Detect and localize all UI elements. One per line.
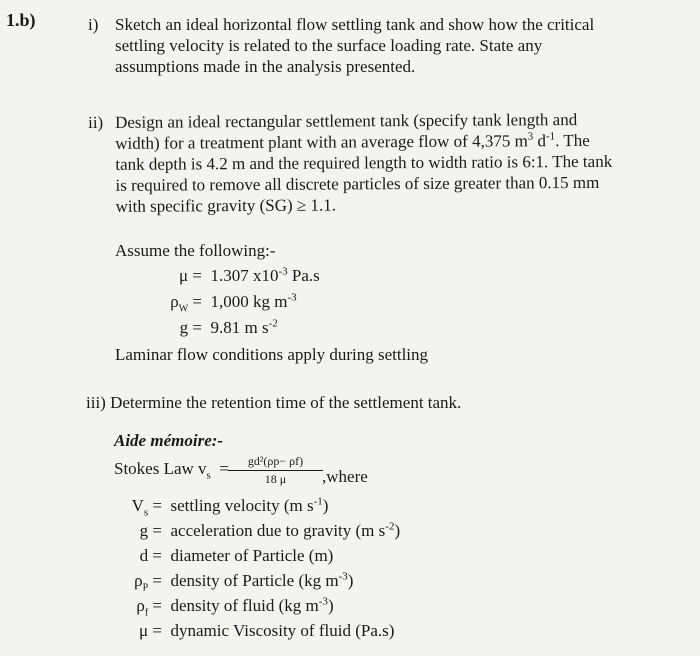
mu-exp: -3 xyxy=(278,265,288,278)
def-eq: = xyxy=(148,596,162,615)
def-symbol: μ xyxy=(139,621,149,640)
def-eq: = xyxy=(148,621,162,640)
rho-eq: = xyxy=(188,292,202,311)
assume-heading: Assume the following:- xyxy=(115,241,276,260)
part-ii-line-1: Design an ideal rectangular settlement tank (specify tank length and xyxy=(115,110,578,132)
def-exp: -1 xyxy=(313,495,323,508)
flow-text: width) for a treatment plant with an average flow of 4,375 m xyxy=(115,131,528,153)
part-iii-paragraph xyxy=(86,392,461,413)
def-eq: = xyxy=(148,496,162,515)
def-text: diameter of Particle (m) xyxy=(170,546,334,565)
def-symbol: ρ xyxy=(136,596,145,615)
g-symbol: g = xyxy=(179,318,202,337)
def-eq: = xyxy=(148,546,162,565)
mu-symbol: μ = xyxy=(179,266,202,285)
def-sub: s xyxy=(143,506,149,519)
part-ii-label: ii) xyxy=(88,112,104,132)
definition-row xyxy=(110,546,333,566)
def-close: ) xyxy=(327,596,334,615)
def-symbol: d xyxy=(139,546,149,565)
definition-row xyxy=(110,521,400,541)
part-ii-line-4: is required to remove all discrete particles of size greater than 0.15 mm xyxy=(115,172,600,195)
assume-mu xyxy=(166,266,320,286)
part-ii-paragraph xyxy=(88,108,669,217)
def-text: density of fluid (kg m xyxy=(170,596,319,615)
def-exp: -2 xyxy=(385,520,395,533)
part-i-paragraph xyxy=(88,14,673,77)
rho-symbol: ρ xyxy=(170,292,179,311)
aide-memoire-heading: Aide mémoire:- xyxy=(114,431,224,450)
rho-sub: W xyxy=(178,303,189,315)
laminar-statement: Laminar flow conditions apply during settling xyxy=(115,345,429,364)
part-i-line-3: assumptions made in the analysis presented. xyxy=(115,57,416,76)
g-exp: -2 xyxy=(268,317,278,330)
stokes-text: Stokes Law v xyxy=(114,459,207,478)
flow-unit-d: d xyxy=(533,131,547,151)
def-text: settling velocity (m s xyxy=(170,496,314,515)
def-close: ) xyxy=(394,521,401,540)
definition-row xyxy=(110,570,354,594)
def-exp: -3 xyxy=(318,595,328,608)
part-iii-label: iii) xyxy=(86,393,106,412)
part-i-label: i) xyxy=(88,15,99,34)
assume-rho-w xyxy=(150,291,297,315)
g-value: 9.81 m s xyxy=(210,318,269,337)
flow-exp-1: 3 xyxy=(527,130,534,143)
definition-row xyxy=(110,495,329,519)
def-symbol: V xyxy=(131,496,144,515)
rho-exp: -3 xyxy=(287,291,297,304)
def-symbol: g xyxy=(139,521,149,540)
def-symbol: ρ xyxy=(134,571,143,590)
part-ii-line-3: tank depth is 4.2 m and the required length to width ratio is 6:1. The tank xyxy=(115,151,613,174)
flow-exp-2: -1 xyxy=(545,130,556,143)
definition-row xyxy=(110,595,334,619)
part-i-line-2: settling velocity is related to the surface loading rate. State any xyxy=(115,36,543,55)
question-number: 1.b) xyxy=(6,10,36,30)
stokes-sub: s xyxy=(206,469,211,482)
mu-value: 1.307 x10 xyxy=(210,266,279,285)
def-exp: -3 xyxy=(338,570,348,583)
assume-g xyxy=(166,318,278,338)
part-iii-text: Determine the retention time of the settlement tank. xyxy=(110,393,462,412)
def-close: ) xyxy=(322,496,329,515)
def-close: ) xyxy=(347,571,354,590)
part-ii-line-5: with specific gravity (SG) ≥ 1.1. xyxy=(115,195,337,216)
stokes-fraction xyxy=(228,454,323,487)
stokes-denominator: 18 μ xyxy=(264,472,287,486)
def-text: acceleration due to gravity (m s xyxy=(170,521,386,540)
rho-value: 1,000 kg m xyxy=(210,292,288,311)
part-i-line-1: Sketch an ideal horizontal flow settling tank and show how the critical xyxy=(115,15,595,34)
stokes-law-label xyxy=(114,458,229,482)
def-eq: = xyxy=(148,571,162,590)
mu-unit: Pa.s xyxy=(287,266,320,285)
def-text: density of Particle (kg m xyxy=(170,571,339,590)
flow-end: . The xyxy=(555,130,590,151)
def-sub: P xyxy=(142,582,149,594)
definition-row xyxy=(110,621,394,641)
stokes-numerator: gd²(ρp− ρf) xyxy=(228,454,323,471)
def-eq: = xyxy=(148,521,162,540)
stokes-where: ,where xyxy=(322,467,368,486)
def-sub: f xyxy=(144,607,149,619)
stokes-equals: = xyxy=(219,459,229,478)
def-text: dynamic Viscosity of fluid (Pa.s) xyxy=(170,621,395,640)
